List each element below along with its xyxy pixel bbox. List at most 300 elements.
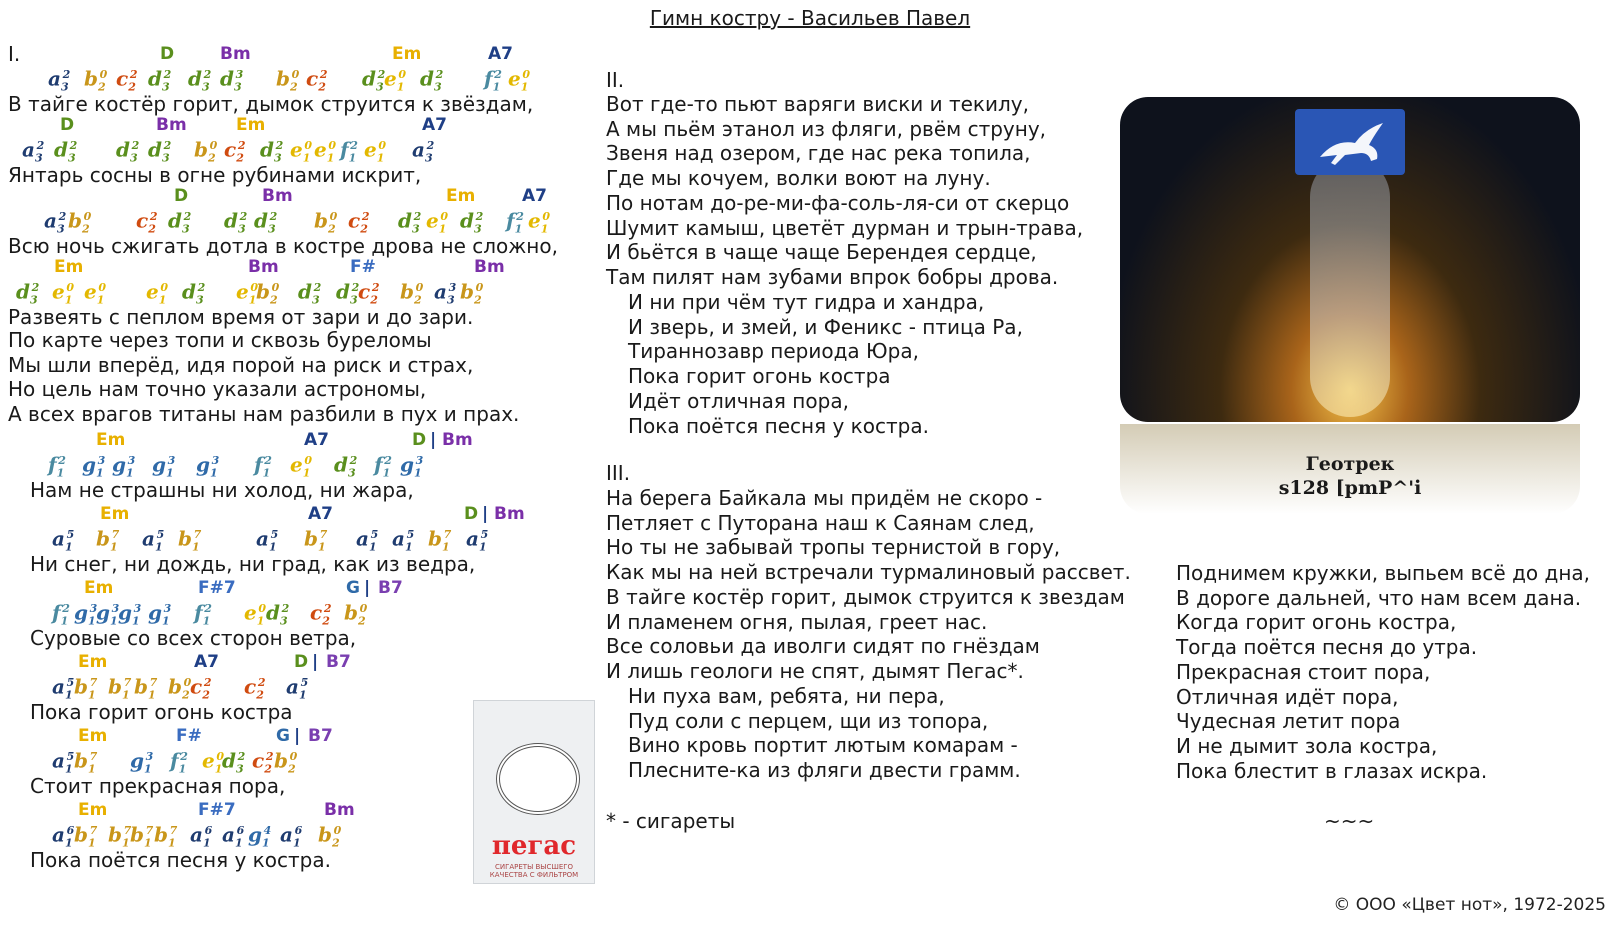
note-octave: 3 (60, 80, 69, 94)
note-letter: e (244, 600, 257, 625)
note-octave: 1 (382, 466, 391, 480)
note-letter: e (236, 279, 249, 304)
lyric-line: Янтарь сосны в огне рубинами искрит, (8, 163, 422, 187)
note-duration: 2 (313, 281, 322, 294)
note-duration: 7 (89, 750, 98, 763)
note-letter: a (286, 674, 299, 699)
note-duration: 0 (304, 139, 313, 152)
photo-caption (1120, 452, 1580, 500)
verse-3-label: III. (606, 461, 631, 485)
note-duration: 0 (304, 454, 313, 467)
chord-label: F#7 (198, 800, 236, 820)
note-letter: f (254, 452, 263, 477)
note-duration: 5 (156, 528, 165, 541)
note-letter: a (280, 822, 293, 847)
verse-1-line: Но цель нам точно указали астрономы, (8, 377, 427, 402)
note-octave: 1 (109, 614, 118, 628)
note-octave: 2 (331, 836, 340, 850)
note-octave: 1 (376, 151, 385, 165)
note-octave: 3 (161, 80, 170, 94)
note-duration: 0 (475, 281, 484, 294)
note-octave: 1 (87, 614, 96, 628)
note-octave: 2 (370, 293, 378, 307)
chord-label: B7 (378, 578, 403, 598)
chord-label: Bm (442, 430, 473, 450)
note-octave: 2 (318, 80, 326, 94)
note-octave: 1 (202, 836, 211, 850)
note-octave: 3 (411, 222, 420, 236)
note-duration: 2 (264, 454, 272, 467)
note-letter: a (44, 208, 57, 233)
verse-2-line: Звеня над озером, где нас река топила, (606, 141, 1031, 166)
verse-1-label: I. (8, 42, 21, 66)
note-octave: 1 (348, 151, 357, 165)
chord-label: Bm (324, 800, 355, 820)
note-letter: f (374, 452, 383, 477)
note-letter: c (348, 208, 361, 233)
note-duration: 0 (250, 281, 259, 294)
note-letter: b (318, 822, 332, 847)
note-octave: 1 (292, 836, 301, 850)
note-letter: b (68, 208, 82, 233)
note-letter: a (356, 526, 369, 551)
note-letter: a (22, 137, 35, 162)
note-octave: 1 (438, 222, 447, 236)
note-octave: 1 (256, 614, 265, 628)
verse-2-refrain-line: Пока горит огонь костра (628, 364, 891, 389)
note-octave: 3 (235, 762, 244, 776)
note-octave: 1 (125, 466, 134, 480)
outro-line: Тогда поётся песня до утра. (1176, 635, 1478, 660)
note-duration: 7 (193, 528, 202, 541)
note-octave: 3 (34, 151, 43, 165)
note-duration: 0 (359, 602, 368, 615)
note-letter: b (108, 674, 122, 699)
outro-line: Когда горит огонь костра, (1176, 610, 1457, 635)
note-letter: b (178, 526, 192, 551)
note-letter: c (190, 674, 203, 699)
note-octave: 1 (191, 540, 200, 554)
note-letter: d (220, 66, 234, 91)
note-octave: 2 (81, 222, 90, 236)
note-letter: e (146, 279, 159, 304)
note-octave: 1 (121, 688, 130, 702)
note-octave: 1 (167, 836, 176, 850)
chord-label: | (294, 726, 301, 746)
note-letter: g (148, 600, 162, 625)
chord-label: Em (100, 504, 130, 524)
note-letter: f (48, 452, 57, 477)
chord-label: | (364, 578, 371, 598)
lyric-line: В тайге костёр горит, дымок струится к звёздам, (8, 92, 534, 116)
note-duration: 5 (66, 528, 75, 541)
note-letter: d (298, 279, 312, 304)
note-duration: 2 (494, 68, 502, 81)
verse-3-line: Но ты не забывай тропы тернистой в гору, (606, 535, 1061, 560)
note-letter: e (84, 279, 97, 304)
note-octave: 1 (248, 293, 257, 307)
note-duration: 2 (62, 68, 71, 81)
note-duration: 2 (204, 602, 212, 615)
note-duration: 2 (275, 139, 284, 152)
note-duration: 0 (542, 210, 551, 223)
note-duration: 0 (83, 210, 92, 223)
note-octave: 2 (360, 222, 368, 236)
note-duration: 0 (378, 139, 387, 152)
note-duration: 0 (160, 281, 169, 294)
verse-2-line: Шумит камыш, цветёт дурман и трын-трава, (606, 215, 1084, 240)
note-octave: 2 (322, 614, 330, 628)
note-duration: 2 (361, 210, 370, 223)
chord-label: D (60, 115, 75, 135)
note-octave: 2 (264, 762, 272, 776)
note-octave: 1 (64, 293, 73, 307)
note-duration: 0 (440, 210, 449, 223)
note-duration: 2 (371, 281, 380, 294)
note-duration: 0 (328, 139, 337, 152)
verse-2-line: Вот где-то пьют варяги виски и текилу, (606, 92, 1029, 116)
note-duration: 2 (183, 210, 192, 223)
chord-label: Bm (262, 186, 293, 206)
note-letter: e (290, 452, 303, 477)
chord-label: | (312, 652, 319, 672)
note-duration: 3 (133, 602, 142, 615)
note-duration: 2 (426, 139, 435, 152)
note-duration: 2 (384, 454, 392, 467)
lyric-line: Пока поётся песня у костра. (30, 848, 331, 872)
note-letter: b (74, 822, 88, 847)
chord-label: A7 (422, 115, 447, 135)
note-letter: d (54, 137, 68, 162)
note-octave: 3 (349, 293, 358, 307)
chord-label: B7 (308, 726, 333, 746)
note-duration: 3 (89, 602, 98, 615)
note-duration: 2 (149, 210, 158, 223)
photo-caption-1: Геотрек (1305, 453, 1395, 475)
note-octave: 1 (121, 836, 130, 850)
chord-label: D (294, 652, 309, 672)
note-letter: a (48, 66, 61, 91)
chord-label: | (430, 430, 437, 450)
chord-label: Em (84, 578, 114, 598)
note-octave: 3 (201, 80, 210, 94)
note-letter: c (252, 748, 265, 773)
note-letter: a (412, 137, 425, 162)
note-octave: 1 (165, 466, 174, 480)
note-octave: 3 (129, 151, 138, 165)
note-duration: 5 (300, 676, 309, 689)
note-duration: 3 (448, 281, 457, 294)
outro-line: Прекрасная стоит пора, (1176, 659, 1431, 684)
chord-label: Em (78, 726, 108, 746)
note-duration: 6 (294, 824, 303, 837)
note-octave: 3 (237, 222, 246, 236)
note-duration: 2 (281, 602, 290, 615)
lyric-line: Нам не страшны ни холод, ни жара, (30, 478, 414, 502)
note-letter: b (108, 822, 122, 847)
note-octave: 2 (202, 688, 210, 702)
note-octave: 2 (207, 151, 216, 165)
lyric-line: Пока горит огонь костра (30, 700, 293, 724)
chord-label: Bm (156, 115, 187, 135)
note-duration: 0 (98, 281, 107, 294)
note-duration: 5 (66, 750, 75, 763)
note-letter: g (112, 452, 126, 477)
note-letter: b (428, 526, 442, 551)
note-duration: 2 (435, 68, 444, 81)
note-duration: 2 (203, 68, 212, 81)
note-octave: 3 (347, 466, 356, 480)
note-letter: d (222, 748, 236, 773)
verse-3-line: Все соловьи да иволги сидят по гнёздам (606, 634, 1040, 659)
chord-label: G (346, 578, 360, 598)
note-octave: 3 (267, 222, 276, 236)
note-duration: 7 (111, 528, 120, 541)
note-letter: b (276, 66, 290, 91)
note-letter: a (52, 748, 65, 773)
note-duration: 0 (291, 68, 300, 81)
note-duration: 7 (145, 824, 154, 837)
note-octave: 3 (311, 293, 320, 307)
verse-2-refrain-line: И зверь, и змей, и Феникс - птица Ра, (628, 314, 1023, 339)
note-octave: 1 (396, 80, 405, 94)
note-letter: b (460, 279, 474, 304)
note-letter: c (116, 66, 129, 91)
note-octave: 1 (143, 836, 152, 850)
note-duration: 7 (89, 824, 98, 837)
chord-label: A7 (304, 430, 329, 450)
note-letter: d (148, 66, 162, 91)
note-octave: 1 (96, 293, 105, 307)
note-letter: e (290, 137, 303, 162)
chord-label: D (160, 44, 175, 64)
note-octave: 1 (209, 466, 218, 480)
note-duration: 5 (270, 528, 279, 541)
note-octave: 1 (64, 762, 73, 776)
note-letter: b (74, 674, 88, 699)
note-duration: 2 (203, 676, 212, 689)
note-letter: b (194, 137, 208, 162)
note-letter: d (188, 66, 202, 91)
note-duration: 2 (36, 139, 45, 152)
note-letter: a (52, 822, 65, 847)
note-duration: 0 (66, 281, 75, 294)
chord-label: Em (446, 186, 476, 206)
note-duration: 3 (127, 454, 136, 467)
copyright: © ООО «Цвет нот», 1972-2025 (1333, 895, 1606, 915)
note-octave: 1 (234, 836, 243, 850)
note-letter: a (142, 526, 155, 551)
note-letter: d (266, 600, 280, 625)
chord-label: A7 (194, 652, 219, 672)
note-octave: 3 (161, 151, 170, 165)
note-duration: 0 (99, 68, 108, 81)
note-octave: 1 (478, 540, 487, 554)
note-duration: 2 (237, 139, 246, 152)
verse-3-refrain-line: Ни пуха вам, ребята, ни пера, (628, 684, 945, 708)
note-letter: c (136, 208, 149, 233)
note-letter: e (426, 208, 439, 233)
note-octave: 1 (514, 222, 523, 236)
note-letter: e (202, 748, 215, 773)
note-octave: 2 (287, 762, 296, 776)
note-letter: e (364, 137, 377, 162)
note-octave: 2 (128, 80, 136, 94)
note-letter: b (256, 279, 270, 304)
note-duration: 7 (443, 528, 452, 541)
note-duration: 0 (209, 139, 218, 152)
note-duration: 6 (236, 824, 245, 837)
note-letter: a (190, 822, 203, 847)
outro-line: Поднимем кружки, выпьем всё до дна, (1176, 561, 1591, 585)
note-duration: 2 (413, 210, 422, 223)
note-octave: 3 (29, 293, 38, 307)
note-duration: 3 (145, 750, 154, 763)
note-letter: d (182, 279, 196, 304)
note-octave: 2 (289, 80, 298, 94)
note-octave: 1 (87, 836, 96, 850)
note-duration: 3 (167, 454, 176, 467)
verse-2-line: По нотам до-ре-ми-фа-соль-ля-си от скерцо (606, 190, 1070, 215)
note-letter: d (116, 137, 130, 162)
note-letter: g (82, 452, 96, 477)
note-duration: 6 (204, 824, 213, 837)
chord-label: Bm (220, 44, 251, 64)
note-octave: 1 (64, 836, 73, 850)
verse-2-refrain-line: И ни при чём тут гидра и хандра, (628, 290, 985, 314)
note-letter: g (96, 600, 110, 625)
note-letter: d (168, 208, 182, 233)
note-duration: 7 (149, 676, 158, 689)
note-octave: 1 (202, 614, 211, 628)
note-octave: 1 (441, 540, 450, 554)
verse-3-refrain-line: Пуд соли с перцем, щи из топора, (628, 708, 989, 733)
note-duration: 2 (377, 68, 386, 81)
note-octave: 3 (56, 222, 65, 236)
note-octave: 1 (109, 540, 118, 554)
note-octave: 2 (413, 293, 422, 307)
lyric-line: Ни снег, ни дождь, ни град, как из ведра, (30, 552, 476, 576)
note-octave: 2 (357, 614, 366, 628)
note-letter: b (304, 526, 318, 551)
note-letter: g (248, 822, 262, 847)
note-octave: 1 (214, 762, 223, 776)
note-duration: 0 (271, 281, 280, 294)
note-letter: a (52, 526, 65, 551)
note-letter: b (400, 279, 414, 304)
note-octave: 3 (273, 151, 282, 165)
note-octave: 3 (473, 222, 482, 236)
note-letter: b (74, 748, 88, 773)
note-octave: 1 (317, 540, 326, 554)
pegasus-logo-icon (1295, 109, 1405, 175)
note-octave: 1 (56, 466, 65, 480)
note-octave: 1 (154, 540, 163, 554)
verse-2-refrain-line: Идёт отличная пора, (628, 388, 849, 413)
note-octave: 1 (87, 688, 96, 702)
note-octave: 1 (147, 688, 156, 702)
verse-1-line: Мы шли вперёд, идя порой на риск и страх, (8, 352, 474, 377)
note-duration: 7 (319, 528, 328, 541)
note-duration: 2 (475, 210, 484, 223)
note-letter: f (340, 137, 349, 162)
smoke-shape (1310, 157, 1390, 417)
note-octave: 3 (279, 614, 288, 628)
note-octave: 2 (256, 688, 264, 702)
footnote: * - сигареты (606, 809, 736, 833)
pack-logo: пегас (491, 831, 577, 861)
note-octave: 3 (433, 80, 442, 94)
note-letter: e (384, 66, 397, 91)
note-duration: 3 (235, 68, 244, 81)
note-letter: f (484, 66, 493, 91)
note-letter: c (306, 66, 319, 91)
note-duration: 2 (349, 454, 358, 467)
note-duration: 0 (398, 68, 407, 81)
note-duration: 3 (211, 454, 220, 467)
note-octave: 1 (64, 688, 73, 702)
chord-label: G (276, 726, 290, 746)
note-duration: 2 (269, 210, 278, 223)
chord-label: Bm (474, 257, 505, 277)
chord-label: F# (176, 726, 202, 746)
note-letter: c (224, 137, 237, 162)
note-letter: g (400, 452, 414, 477)
note-octave: 2 (236, 151, 244, 165)
note-octave: 1 (404, 540, 413, 554)
note-letter: a (52, 674, 65, 699)
chord-label: A7 (522, 186, 547, 206)
chord-label: Em (54, 257, 84, 277)
pack-subtitle: СИГАРЕТЫ ВЫСШЕГО КАЧЕСТВА С ФИЛЬТРОМ (489, 863, 579, 879)
note-duration: 2 (180, 750, 188, 763)
note-letter: a (256, 526, 269, 551)
note-duration: 5 (406, 528, 415, 541)
note-octave: 3 (424, 151, 433, 165)
note-duration: 3 (163, 602, 172, 615)
verse-3-line: Петляет с Путорана наш к Саянам след, (606, 510, 1035, 535)
note-duration: 2 (516, 210, 524, 223)
outro-line: Отличная идёт пора, (1176, 684, 1399, 709)
note-octave: 3 (375, 80, 384, 94)
verse-3-line: На берега Байкала мы придём не скоро - (606, 486, 1043, 510)
note-letter: b (134, 674, 148, 699)
note-duration: 5 (480, 528, 489, 541)
note-duration: 2 (163, 139, 172, 152)
note-octave: 1 (368, 540, 377, 554)
chord-label: Em (78, 652, 108, 672)
note-letter: b (274, 748, 288, 773)
note-duration: 0 (216, 750, 225, 763)
note-duration: 7 (123, 676, 132, 689)
note-letter: e (528, 208, 541, 233)
verse-2-line: И бьётся в чаще чаще Берендея сердце, (606, 240, 1037, 265)
lyric-line: Суровые со всех сторон ветра, (30, 626, 357, 650)
note-octave: 1 (161, 614, 170, 628)
note-letter: a (466, 526, 479, 551)
note-octave: 1 (492, 80, 501, 94)
note-octave: 3 (67, 151, 76, 165)
note-duration: 5 (370, 528, 379, 541)
verse-2-label: II. (606, 68, 625, 92)
note-letter: e (52, 279, 65, 304)
note-letter: g (74, 600, 88, 625)
note-letter: c (244, 674, 257, 699)
chord-label: A7 (308, 504, 333, 524)
outro-line: И не дымит зола костра, (1176, 733, 1438, 758)
verse-1-line: А всех врагов титаны нам разбили в пух и прах. (8, 402, 520, 427)
outro-line: Чудесная летит пора (1176, 709, 1401, 734)
